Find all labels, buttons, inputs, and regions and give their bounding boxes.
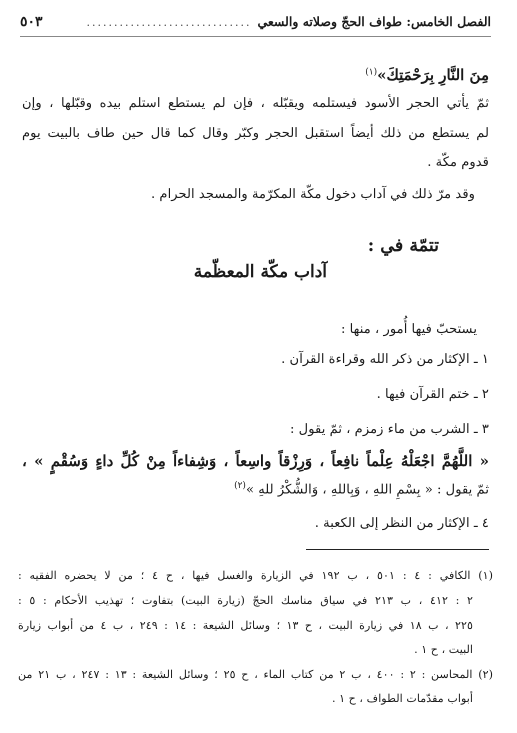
paragraph-2: وقد مرّ ذلك في آداب دخول مكّة المكرّمة والمسجد الحرام . [151, 187, 475, 202]
paragraph-1-line-1: ثمّ يأتي الحجر الأسود فيستلمه ويقبّله ، فإن لم يستطع استلم بيده وقبّلها ، وإن [22, 96, 489, 111]
then-says: ثمّ يقول : « بِسْمِ اللهِ ، وَبِاللهِ ، وَالشُّكْرُ للهِ » [245, 482, 489, 498]
verse-end: مِنَ النَّارِ بِرَحْمَتِكَ» [377, 66, 489, 84]
verse-line [22, 66, 489, 84]
header-title: الفصل الخامس: طواف الحجّ وصلاته والسعي [257, 14, 491, 29]
footnote-ref-2: (٢) [234, 481, 246, 491]
footnote-separator [306, 549, 489, 550]
supplication-line [22, 452, 489, 470]
paragraph-1-line-2: لم يستطع من ذلك أيضاً استقبل الحجر وكبّر وقال كما قال حين طاف بالبيت يوم [22, 126, 489, 141]
section-title: آداب مكّة المعظّمة [193, 262, 327, 282]
then-says-line [22, 481, 489, 497]
supplication: « اللَّهُمَّ اجْعَلْهُ عِلْماً نافِعاً ، وَرِزْقاً واسِعاً ، وَشِفاءاً مِنْ كُلِّ داءٍ وَسُقْمٍ » ، [22, 452, 489, 470]
footnote-1-line-2: ٢ : ٤١٢ ، ب ٢١٣ في سياق مناسك الحجّ (زيارة البيت) بتفاوت ؛ تهذيب الأحكام : ٥ : [18, 594, 474, 607]
footnote-2-line-2: أبواب مقدّمات الطواف ، ح ١ . [331, 692, 473, 705]
section-label: تتمّة في : [367, 236, 439, 256]
footnote-1-line-3: ٢٢٥ ، ب ١٨ في زيارة البيت ، ح ١٣ ؛ وسائل الشيعة : ١٤ : ٢٤٩ ، ب ٤ من أبواب زيارة [18, 619, 473, 632]
header-leader-dots: .............................. [86, 16, 252, 29]
footnote-1-line-1: (١) الكافي : ٤ : ٥٠١ ، ب ١٩٢ في الزيارة والغسل فيها ، ح ٤ ؛ من لا يحضره الفقيه : [18, 569, 493, 582]
running-header [20, 14, 491, 34]
paragraph-1-line-3: قدوم مكّة . [427, 155, 489, 170]
footnote-1-line-4: البيت ، ح ١ . [414, 643, 473, 656]
list-intro: يستحبّ فيها أُمور ، منها : [341, 322, 477, 337]
list-item-4: ٤ ـ الإكثار من النظر إلى الكعبة . [314, 516, 489, 531]
header-rule [20, 36, 491, 37]
footnote-ref-1: (١) [365, 67, 378, 78]
list-item-2: ٢ ـ ختم القرآن فيها . [376, 387, 489, 402]
footnote-2-line-1: (٢) المحاسن : ٢ : ٤٠٠ ، ب ٢ من كتاب الماء ، ح ٢٥ ؛ وسائل الشيعة : ١٣ : ٢٤٧ ، ب ٢١ من [18, 668, 493, 681]
list-item-1: ١ ـ الإكثار من ذكر الله وقراءة القرآن . [281, 352, 489, 367]
page-number: ٥٠٣ [20, 14, 43, 30]
list-item-3: ٣ ـ الشرب من ماء زمزم ، ثمّ يقول : [290, 422, 489, 437]
